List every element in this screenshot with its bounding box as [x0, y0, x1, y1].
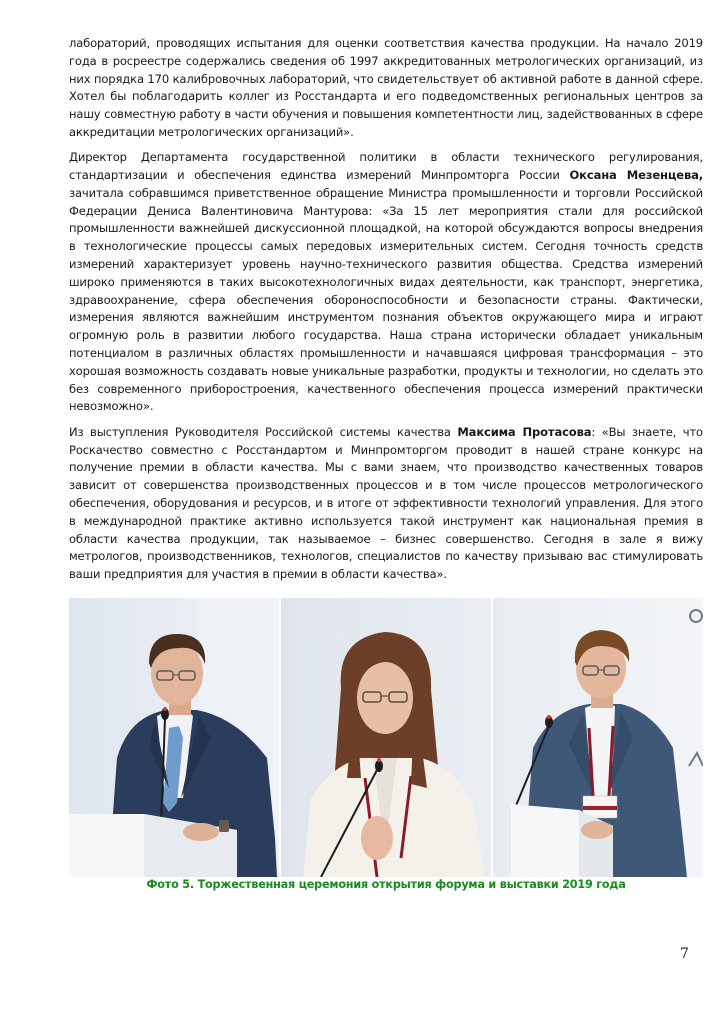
page-number: 7	[680, 946, 689, 962]
speaker-name-bold: Оксана Мезенцева,	[569, 168, 703, 183]
paragraph-text: лабораторий, проводящих испытания для оценки соответствия качества продукции. На начало 2019 года в росреестре содержались сведения об 1997 аккредитованных метрологических организаций, из них порядка 170 калибровочных лабораторий, что свидетельствует об активной работе в данной сфере. Хотел бы поблагодарить коллег из Росстандарта и его подведомственных региональных центров за нашу совместную работу в части обучения и повышения компетентности лиц, задействованных в сфере аккредитации метрологических организаций».	[69, 36, 703, 139]
document-body	[69, 35, 703, 591]
speaker-name-bold: Максима Протасова	[457, 424, 592, 439]
photo-speaker-3	[493, 598, 703, 877]
photo-speaker-2	[281, 598, 491, 877]
paragraph-protasov	[69, 424, 703, 584]
paragraph-mezentseva	[69, 149, 703, 416]
paragraph-accreditation	[69, 35, 703, 142]
paragraph-text: : «Вы знаете, что Роскачество совместно с Росстандартом и Минпромторгом проводит в нашей стране конкурс на получение премии в области качества. Мы с вами знаем, что производство качественных товаров зависит от совершенства производственных процессов и в том числе процессов метрологического обеспечения, оборудования и ресурсов, и в итоге от эффективности технологий управления. Для этого в международной практике активно используется такой инструмент как национальная премия в области качества продукции, так называемое – бизнес совершенство. Сегодня в зале я вижу метрологов, производственников, технологов, специалистов по качеству призываю вас стимулировать ваши предприятия для участия в премии в области качества».	[69, 424, 703, 582]
paragraph-text: Директор Департамента государственной политики в области технического регулирования, стандартизации и обеспечения единства измерений Минпромторга России	[69, 150, 703, 183]
photo-strip	[69, 598, 703, 877]
paragraph-text: Из выступления Руководителя Российской системы качества	[69, 424, 458, 439]
photo-caption: Фото 5. Торжественная церемония открытия форума и выставки 2019 года	[146, 878, 626, 891]
paragraph-text: зачитала собравшимся приветственное обращение Министра промышленности и торговли Российской Федерации Дениса Валентиновича Мантурова: «За 15 лет мероприятия стали для российской промышленности важнейшей дискуссионной площадкой, на которой обсуждаются вопросы внедрения в технологические процессы самых передовых измерительных систем. Сегодня точность средств измерений характеризует уровень научно-технического развития общества. Средства измерений широко применяются в таких высокотехнологичных видах деятельности, как транспорт, энергетика, здравоохранение, сфера обеспечения обороноспособности и безопасности страны. Фактически, измерения являются важнейшим инструментом познания объектов окружающего мира и играют огромную роль в развитии любого государства. Наша страна исторически обладает уникальным потенциалом в различных областях промышленности и начавшаяся цифровая трансформация – это хорошая возможность создавать новые уникальные разработки, продукты и технологии, но сделать это без современного приборостроения, качественного обеспечения процесса измерений практически невозможно».	[69, 185, 703, 414]
photo-speaker-1	[69, 598, 279, 877]
